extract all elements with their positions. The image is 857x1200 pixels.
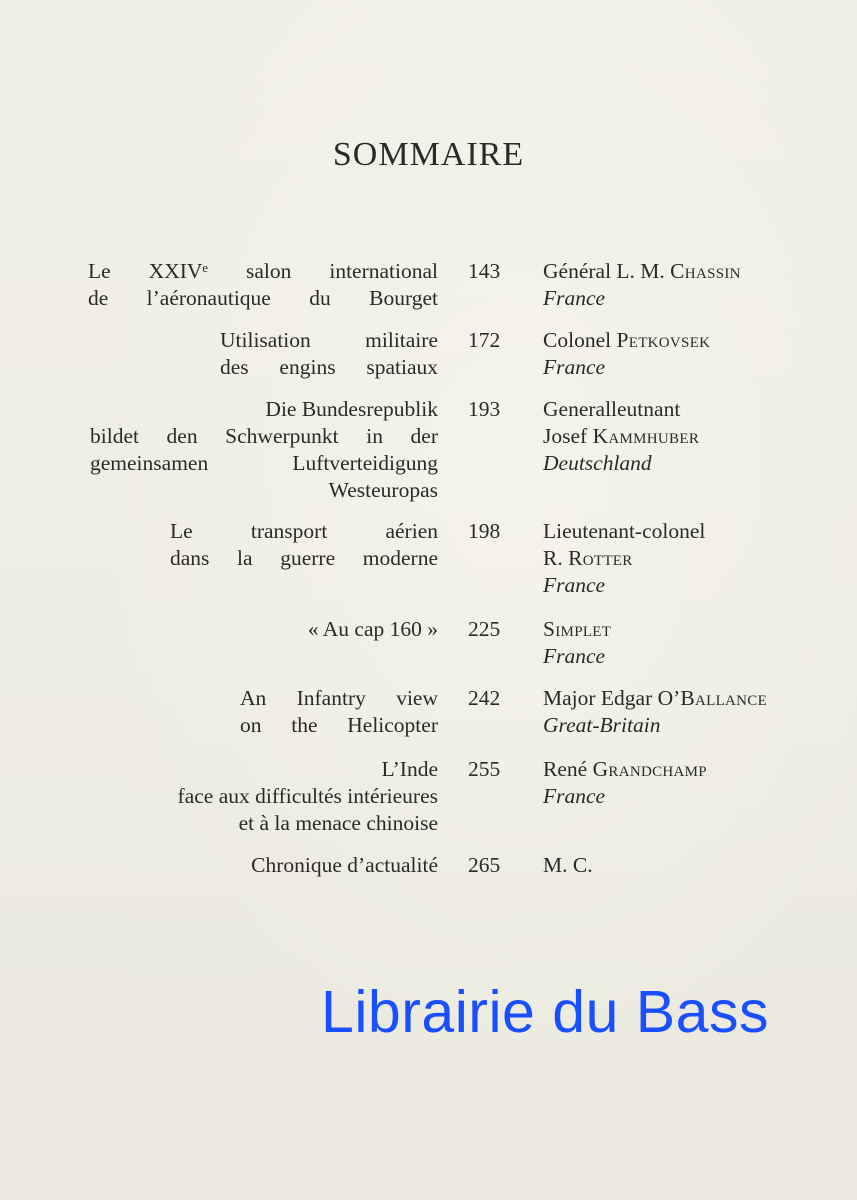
entry-author (543, 396, 699, 477)
page-title: SOMMAIRE (332, 136, 525, 173)
author-prefix: Major Edgar O’ (543, 686, 681, 710)
entry-author (543, 258, 741, 312)
entry-author (543, 685, 767, 739)
author-surname: Chassin (670, 259, 741, 283)
author-name (543, 545, 705, 572)
entry-page-number: 198 (468, 519, 501, 543)
entry-page-number: 143 (468, 259, 501, 283)
author-prefix: M. C. (543, 853, 593, 877)
entry-title (308, 616, 438, 643)
entry-title-line: gemeinsamen Luftverteidigung (90, 451, 438, 475)
entry-title-line: et à la menace chinoise (238, 811, 438, 835)
entry-title-line: Le transport aérien (170, 519, 438, 543)
entry-title-line: L’Inde (381, 757, 438, 781)
author-country: France (543, 573, 606, 597)
entry-author (543, 518, 705, 599)
author-prefix: Général L. M. (543, 259, 671, 283)
author-prefix: René (543, 757, 593, 781)
entry-title-line: Utilisation militaire (220, 328, 438, 352)
watermark: Librairie du Bass (321, 979, 769, 1045)
entry-title-line: Westeuropas (328, 478, 438, 502)
entry-title-text: Le XXIVᵉ salon international (88, 259, 438, 283)
entry-author (543, 616, 611, 670)
entry-page-number: 265 (468, 853, 501, 877)
entry-title-line: face aux difficultés intérieures (177, 784, 438, 808)
author-prefix: Josef (543, 424, 593, 448)
entry-title-line: Chronique d’actualité (251, 853, 438, 877)
entry-title-line: de l’aéronautique du Bourget (88, 286, 438, 310)
entry-title (88, 258, 438, 312)
entry-title-line (88, 258, 438, 285)
author-prefix: R. (543, 546, 569, 570)
author-name (543, 685, 767, 712)
entry-title (178, 756, 438, 837)
author-name (543, 327, 710, 354)
entry-author (543, 756, 707, 810)
author-name (543, 756, 707, 783)
author-country: France (543, 784, 606, 808)
entry-title (220, 327, 438, 381)
author-prefix: Colonel (543, 328, 617, 352)
author-surname: Grandchamp (592, 757, 707, 781)
entry-page-number: 225 (468, 617, 501, 641)
entry-title-line: on the Helicopter (240, 713, 438, 737)
author-rank: Lieutenant-colonel (543, 519, 706, 543)
author-rank: Generalleutnant (543, 397, 681, 421)
entry-author (543, 852, 593, 879)
author-surname: Petkovsek (616, 328, 711, 352)
author-country: Great-Britain (543, 713, 661, 737)
author-name (543, 258, 741, 285)
entry-page-number: 172 (468, 328, 501, 352)
author-country: France (543, 286, 606, 310)
bleed-through (320, 28, 333, 79)
entry-title (90, 396, 438, 504)
entry-title-line: bildet den Schwerpunkt in der (90, 424, 438, 448)
author-country: France (543, 355, 606, 379)
entry-title (251, 852, 438, 879)
author-name (543, 616, 611, 643)
author-surname: Kammhuber (592, 424, 700, 448)
author-name (543, 852, 593, 879)
author-surname: Rotter (568, 546, 633, 570)
entry-title (240, 685, 438, 739)
entry-title-line: An Infantry view (240, 686, 438, 710)
entry-author (543, 327, 710, 381)
entry-page-number: 242 (468, 686, 501, 710)
entry-title (170, 518, 438, 572)
entry-title-line: des engins spatiaux (220, 355, 438, 379)
author-country: France (543, 644, 606, 668)
entry-title-line: Die Bundesrepublik (265, 397, 438, 421)
entry-title-line: dans la guerre moderne (170, 546, 438, 570)
author-surname: Ballance (680, 686, 768, 710)
entry-title-line: « Au cap 160 » (307, 617, 438, 641)
author-name (543, 423, 699, 450)
entry-page-number: 193 (468, 397, 501, 421)
author-surname: Simplet (543, 617, 612, 641)
author-country: Deutschland (543, 451, 652, 475)
entry-page-number: 255 (468, 757, 501, 781)
